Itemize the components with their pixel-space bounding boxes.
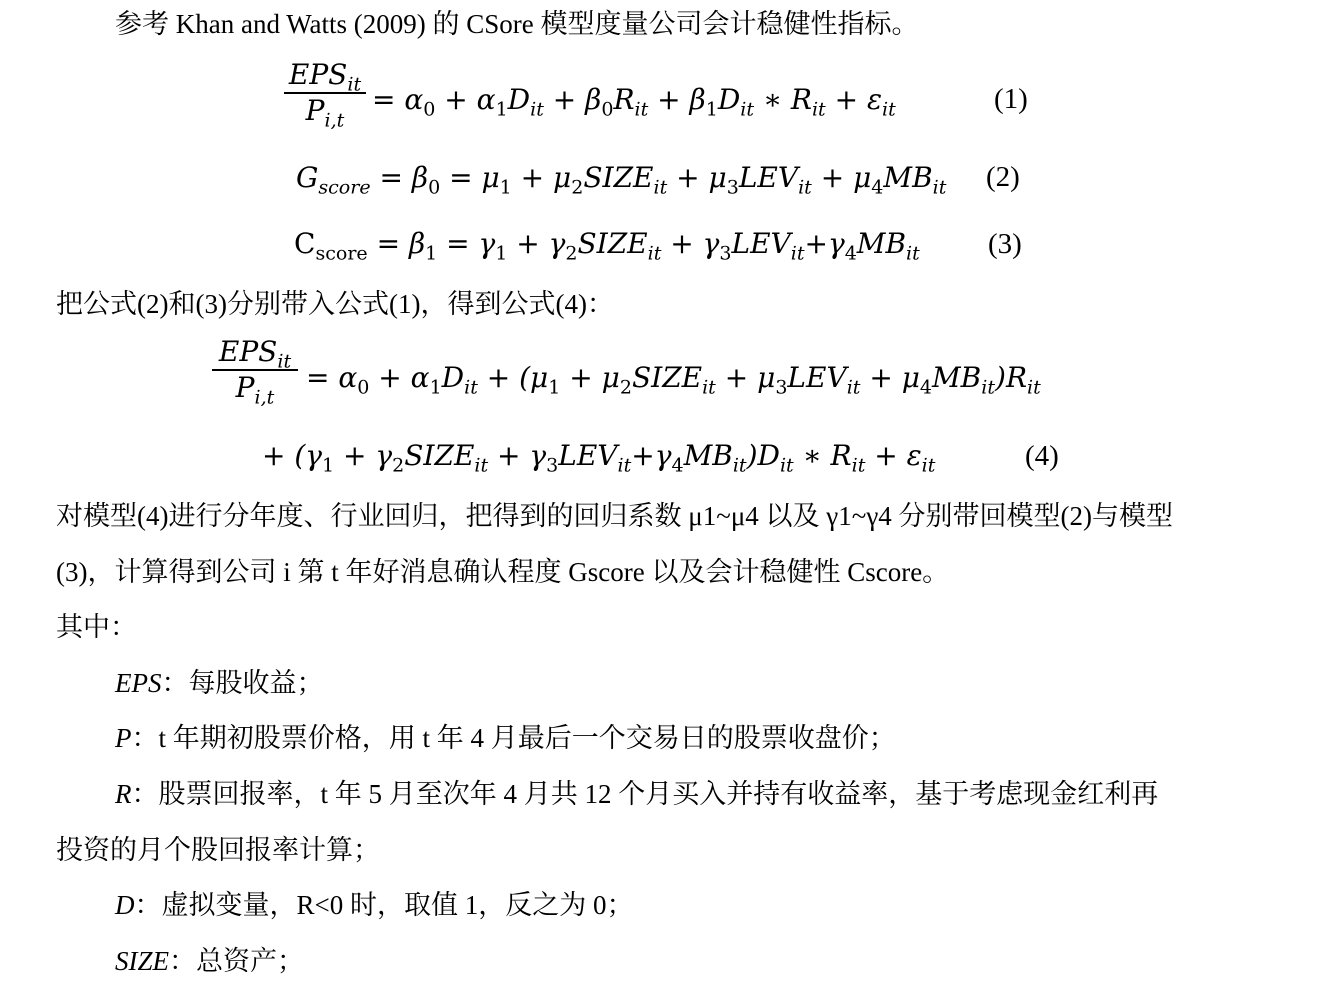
definition-r: R：股票回报率，t 年 5 月至次年 4 月共 12 个月买入并持有收益率，基于考虑现金红利再 — [115, 779, 1159, 809]
eq4-rhs-line2: + ($\gamma_1$ + $\gamma_2SIZE_{it} + \gamma_3LEV_{it}+\gamma_4MB_{it})D_{it}$ ∗ $R_{it} + \varepsilon_{it}$ — [262, 439, 936, 477]
eq1-denominator: $P_{i,t}$ — [284, 92, 366, 128]
definition-size: SIZE：总资产； — [115, 946, 304, 976]
eq3-label: (3) — [988, 228, 1022, 260]
paragraph-line-1: 对模型(4)进行分年度、行业回归，把得到的回归系数 μ1~μ4 以及 γ1~γ4 分别带回模型(2)与模型 — [56, 501, 1173, 531]
paragraph-line-2: (3)，计算得到公司 i 第 t 年好消息确认程度 Gscore 以及会计稳健性 Cscore。 — [56, 557, 950, 587]
eq3-expr: $C_{score} = \beta_1 = \gamma_1$ + $\gamma_2SIZE_{it} + \gamma_3LEV_{it}+\gamma_4MB_{it}$ — [294, 227, 920, 265]
eq4-label: (4) — [1025, 440, 1059, 472]
substitution-text: 把公式(2)和(3)分别带入公式(1)，得到公式(4)： — [56, 289, 614, 319]
eq4-fraction — [212, 335, 298, 409]
eq1-label: (1) — [994, 83, 1028, 115]
definition-d: D：虚拟变量，R<0 时，取值 1，反之为 0； — [115, 890, 634, 920]
definition-r-continued: 投资的月个股回报率计算； — [56, 835, 380, 865]
definition-eps: EPS：每股收益； — [115, 668, 324, 698]
eq4-rhs-line1: = $\alpha_0 + \alpha_1D_{it} + (\mu_1$ + $\mu_2SIZE_{it} + \mu_3LEV_{it} + \mu_4MB_{it})R_{it}$ — [306, 361, 1041, 399]
intro-text: 参考 Khan and Watts (2009) 的 CSore 模型度量公司会计稳健性指标。 — [115, 9, 919, 39]
definition-p: P：t 年期初股票价格，用 t 年 4 月最后一个交易日的股票收盘价； — [115, 723, 896, 753]
where-label: 其中： — [56, 612, 137, 642]
eq4-denominator: $P_{i,t}$ — [212, 369, 298, 405]
eq4-numerator: $EPS_{it}$ — [218, 335, 292, 373]
eq1-rhs: = $\alpha_0 + \alpha_1D_{it} + \beta_0R_{it} + \beta_1D_{it}$ ∗ $R_{it} + \varepsilon_{it}$ — [372, 83, 896, 121]
eq1-fraction — [284, 58, 366, 132]
eq1-numerator: $EPS_{it}$ — [288, 58, 362, 96]
eq2-label: (2) — [986, 161, 1020, 193]
eq2-expr: $G_{score} = \beta_0 = \mu_1$ + $\mu_2SIZE_{it} + \mu_3LEV_{it} + \mu_4MB_{it}$ — [296, 161, 947, 199]
